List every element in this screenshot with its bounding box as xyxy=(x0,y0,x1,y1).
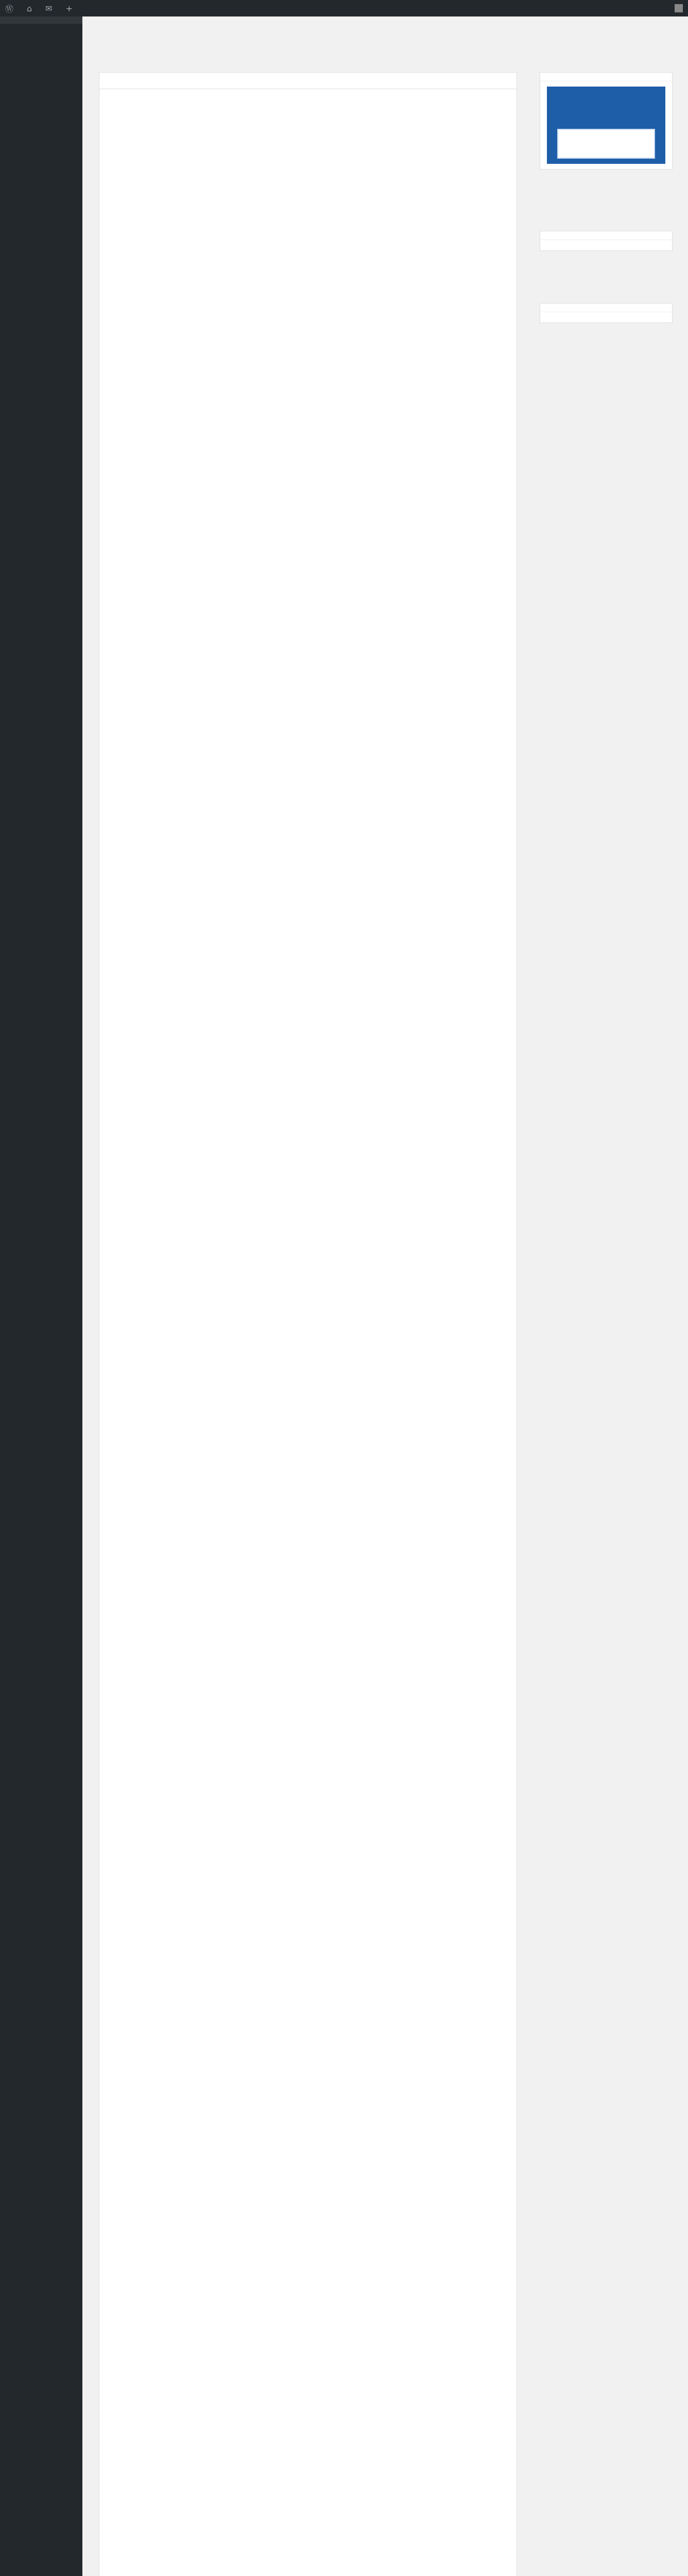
new-content-link[interactable] xyxy=(61,0,81,16)
account-menu[interactable] xyxy=(665,0,688,16)
panel-title xyxy=(99,73,517,89)
widget-title xyxy=(540,73,672,81)
documentation-widget xyxy=(540,303,673,323)
comments-link[interactable] xyxy=(40,0,60,16)
avatar xyxy=(675,4,683,12)
appearance-submenu xyxy=(0,16,82,24)
our-themes-widget xyxy=(540,72,673,170)
shortcodes-panel xyxy=(99,72,517,2576)
wordpress-icon: Ⓦ xyxy=(5,4,14,14)
site-name-link[interactable] xyxy=(22,0,40,16)
comment-icon: ✉ xyxy=(45,3,53,13)
promo-banner[interactable] xyxy=(547,87,665,164)
theme-screenshots-image xyxy=(557,129,655,159)
home-icon: ⌂ xyxy=(27,3,32,13)
plus-icon: + xyxy=(65,3,73,13)
forum-widget xyxy=(540,231,673,251)
shortcode-list xyxy=(99,89,517,99)
widget-title xyxy=(540,231,672,240)
wp-logo-button[interactable] xyxy=(0,0,22,16)
admin-bar xyxy=(0,0,688,16)
admin-sidebar xyxy=(0,16,82,2576)
widget-title xyxy=(540,303,672,312)
